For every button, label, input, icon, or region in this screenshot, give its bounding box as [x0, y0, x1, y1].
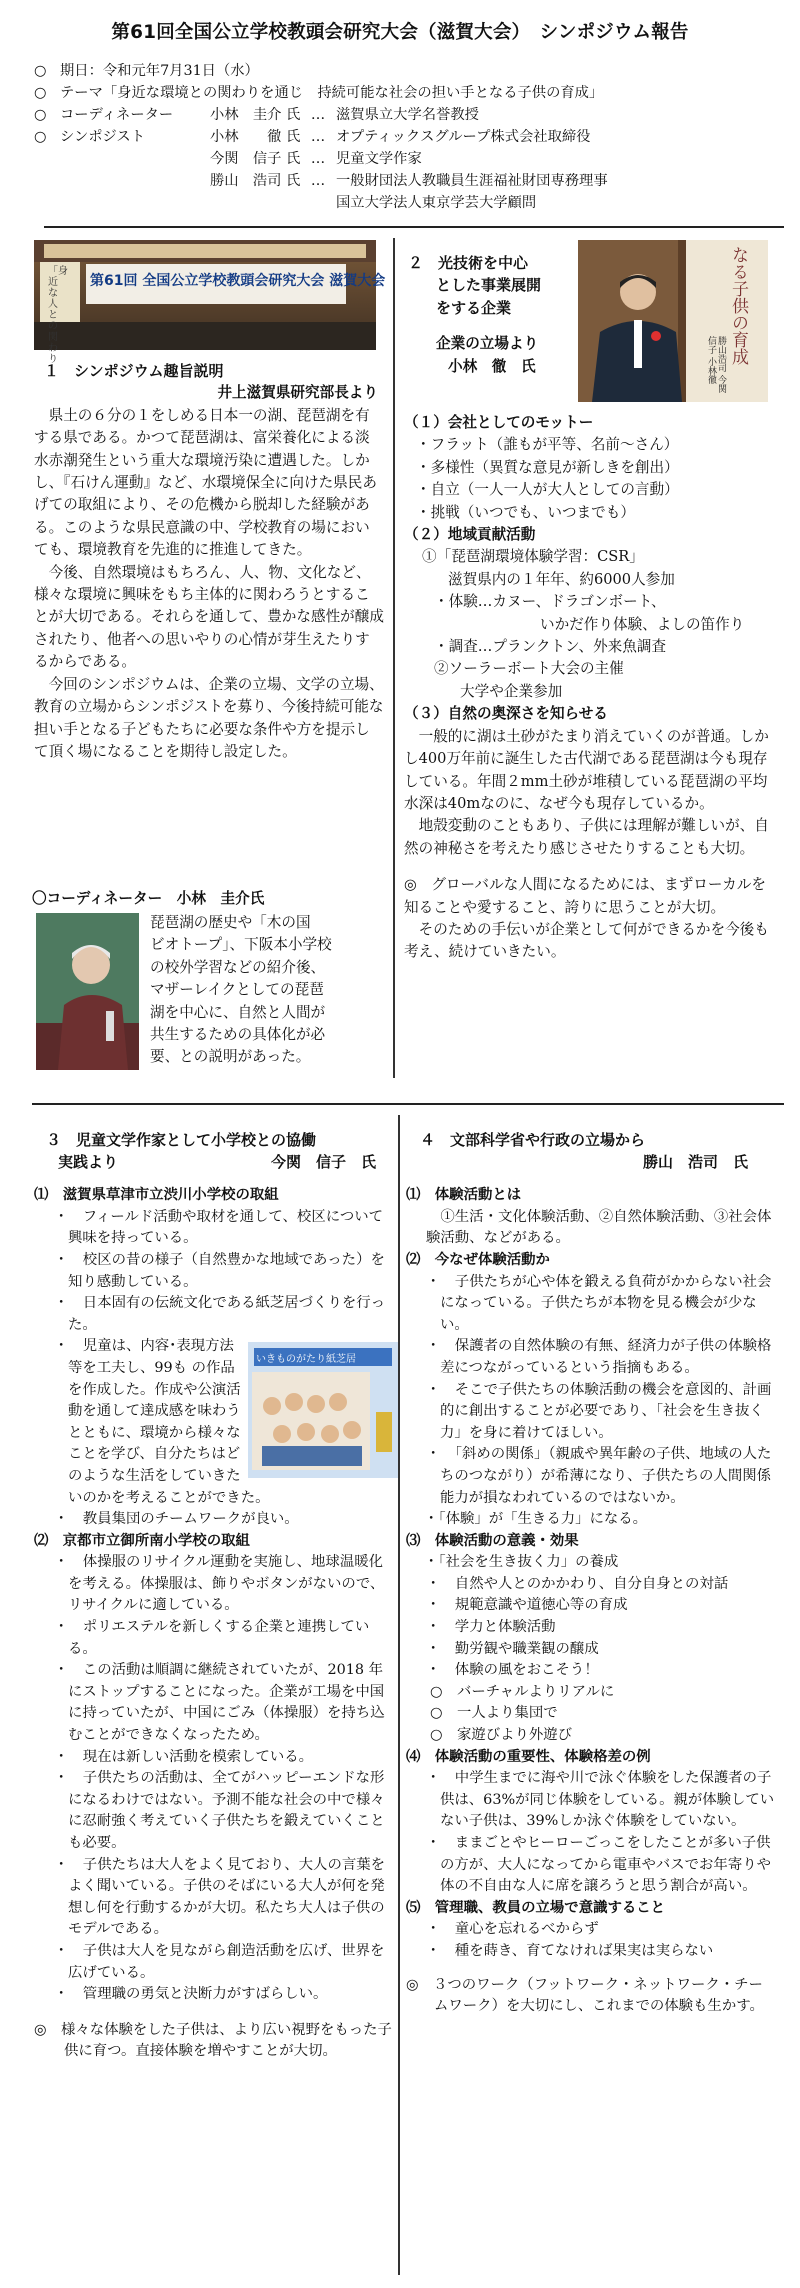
kamishibai-caption: いきものがたり紙芝居: [256, 1354, 356, 1366]
overview-label: シンポジスト: [60, 129, 145, 145]
section4-h2: ⑵ 今なぜ体験活動か: [406, 1251, 550, 1268]
overview-affiliation: 一般財団法人教職員生涯福祉財団専務理事: [336, 173, 608, 189]
coordinator-line: マザーレイクとしての琵琶: [150, 981, 324, 999]
overview-bullet: [34, 192, 60, 214]
section1-para: 今回のシンポジウムは、企業の立場、文学の立場、教育の立場からシンポジストを募り、今後持続可能な担い手となる子どもたちに必要な条件や方を提示して頂く場になることを期待し設定した。: [34, 675, 384, 760]
overview-bullet: [34, 148, 60, 170]
section1-para: 今後、自然環境はもちろん、人、物、文化など、様々な環境に興味をもち主体的に関わろうとすることが大切である。それらを通して、豊かな感性が醸成されたり、他者への思いやりの心情が芽生えたりするからである。: [34, 563, 384, 671]
section2-heading-line: ２ 光技術を中心: [408, 254, 529, 272]
overview-row: [34, 104, 794, 126]
coordinator-heading: 〇コーディネーター 小林 圭介氏: [32, 890, 265, 907]
section3-bullet: ・ 日本固有の伝統文化である紙芝居づくりを行った。: [54, 1295, 386, 1333]
section2-h3: （３）自然の奥深さを知らせる: [404, 705, 608, 723]
overview-person-name: [210, 192, 300, 214]
coordinator-line: ビオトープ」、下阪本小学校: [150, 936, 332, 954]
section4-bullet: ・ 「斜めの関係」（親戚や異年齢の子供、地域の人たちのつながり）が希薄になり、子供たちの人間関係能力が損なわれているのではないか。: [426, 1446, 772, 1506]
section3-bullet: ・ 校区の昔の様子（自然豊かな地域であった）を知り感動している。: [54, 1251, 385, 1290]
overview-row: [34, 126, 794, 148]
overview-person-name: 今関 信子 氏: [210, 151, 301, 167]
section3-bullet: ・ 子供たちの活動は、全てがハッピーエンドな形になるわけではない。予測不能な社会の中で様々に忍耐強く考えていく子供たちを鍛えていくことも必要。: [54, 1770, 385, 1851]
overview-affiliation: オプティックスグループ株式会社取締役: [336, 129, 591, 145]
section3-bullet: ・ 体操服のリサイクル運動を実施し、地球温暖化を考える。体操服は、飾りやボタンがないので、リサイクルに適している。: [54, 1554, 385, 1614]
section3-bullet-with-photo: いきものがたり紙芝居 ・ 児童は、内容･表現方法等を工夫し、99も の作品を作成した。作成や公演活動を通して達成感を味わうとともに、環境から様々なことを学び、自分たちはどのような生活をしていきたいのかを考えることができた。: [34, 1336, 392, 1509]
section4-bullet: ・ 学力と体験活動: [426, 1619, 556, 1636]
section4-circle-item: ○ 家遊びより外遊び: [430, 1727, 573, 1744]
section3-bullet: ・ 教員集団のチームワークが良い。: [54, 1511, 299, 1528]
section3-bullet: ・ この活動は順調に継続されていたが、2018 年にストップすることになった。企業が工場を中国に持っていたが、中国にごみ（体操服）を持ち込むことができなくなったため。: [54, 1662, 385, 1744]
coordinator-text: [150, 912, 386, 1069]
upper-column-divider: [393, 238, 395, 1078]
section2-sub: 企業の立場より: [436, 335, 539, 353]
section2-para: 地殻変動のこともあり、子供には理解が難しいが、自然の神秘さを考えたり感じさせたりすることも大切。: [404, 817, 769, 857]
contribution-detail: 滋賀県内の１年年、約6000人参加: [448, 570, 675, 588]
section4-h5: ⑸ 管理職、教員の立場で意識すること: [406, 1899, 666, 1916]
overview-affiliation: 児童文学作家: [336, 151, 422, 167]
motto-item: ・フラット（誰もが平等、名前～さん）: [416, 436, 679, 454]
section3-conclusion: ◎ 様々な体験をした子供は、より広い視野をもった子供に育つ。直接体験を増やすことが大切。: [34, 2021, 392, 2060]
overview-row: [34, 60, 794, 82]
section4-bullet: ・ 保護者の自然体験の有無、経済力が子供の体験格差につながっているという指摘もある。: [426, 1338, 772, 1376]
overview-person-name: 小林 圭介 氏: [210, 107, 301, 123]
section4-bullet: ・「社会を生き抜く力」の養成: [424, 1554, 619, 1571]
contribution-detail: 大学や企業参加: [460, 682, 563, 700]
overview-dots: [300, 192, 336, 214]
section2-h1: （１）会社としてのモットー: [404, 414, 594, 431]
section4-circle-item: ○ 一人より集団で: [430, 1705, 558, 1722]
middle-divider: [32, 1103, 784, 1105]
overview-bullet: ○: [34, 129, 47, 145]
overview-dots: …: [310, 107, 326, 123]
overview-row: [34, 170, 794, 192]
section3-bullet: ・ フィールド活動や取材を通して、校区について興味を持っている。: [54, 1208, 383, 1247]
overview-dots: …: [310, 173, 326, 189]
section3-bullet: ・ 現在は新しい活動を模索している。: [54, 1748, 314, 1765]
contribution-detail: いかだ作り体験、よしの笛作り: [540, 615, 745, 633]
section4-bullet: ・ 自然や人とのかかわり、自分自身との対話: [426, 1575, 729, 1592]
section2-header: [408, 252, 578, 378]
overview-row: [34, 148, 794, 170]
section2-h2: （２）地域貢献活動: [404, 526, 536, 544]
overview-text: 期日：令和元年7月31日（水）: [60, 63, 259, 79]
contribution-item: ②ソーラーボート大会の主催: [434, 660, 624, 678]
section4-bullet: ・ ままごとやヒーローごっこをしたことが多い子供の方が、大人になってから電車やバスでお年寄りや体の不自由な人に席を譲ろうと思う割合が高い。: [426, 1835, 771, 1895]
coordinator-block: [32, 888, 387, 910]
overview-text: テーマ「身近な環境との関わりを通じ 持続可能な社会の担い手となる子供の育成」: [60, 85, 604, 101]
section4-conclusion: ◎ ３つのワーク（フットワーク・ネットワーク・チームワーク）を大切にし、これまでの体験も生かす。: [406, 1976, 764, 2015]
section4-bullet: ・ 童心を忘れるべからず: [426, 1921, 599, 1938]
section4-heading: ４ 文部科学省や行政の立場から: [420, 1131, 646, 1149]
section4-bullet: ・ 規範意識や道徳心等の育成: [426, 1597, 628, 1614]
section3-heading2: 実践より: [58, 1152, 119, 1171]
section3-h1: ⑴ 滋賀県草津市立渋川小学校の取組: [34, 1187, 279, 1204]
section4-bullet: ・ 中学生までに海や川で泳ぐ体験をした保護者の子供は、63%が同じ体験をしている。親が体験していない子供は、39%しか泳ぐ体験をしていない。: [426, 1770, 775, 1830]
section3-bullet: ・ 子供たちは大人をよく見ており、大人の言葉をよく聞いている。子供のそばにいる大人が何を発想し何を行動するかが大切。私たち大人は子供のモデルである。: [54, 1856, 386, 1938]
motto-item: ・挑戦（いつでも、いつまでも）: [416, 503, 635, 521]
overview-dots: …: [310, 129, 326, 145]
contribution-detail: ・体験…カヌー、ドラゴンボート、: [434, 593, 666, 611]
section4: [406, 1130, 776, 2018]
overview-list: [34, 60, 794, 214]
section2-heading-line: をする企業: [436, 298, 512, 317]
section3-heading: ３ 児童文学作家として小学校との協働: [46, 1131, 317, 1149]
coordinator-line: 要、との説明があった。: [150, 1048, 311, 1066]
speaker-banner-text: なる子供の育成: [728, 246, 748, 365]
section3-name: 今関 信子 氏: [270, 1152, 376, 1171]
coordinator-line: 共生するための具体化が必: [150, 1026, 326, 1044]
contribution-detail: ・調査…プランクトン、外来魚調査: [434, 638, 667, 656]
section2-para: 一般的に湖は土砂がたまり消えていくのが普通。しかし400万年前に誕生した古代湖である琵琶湖は今も現存している。年間２mm土砂が堆積している琵琶湖の平均水深は40mなのに、なぜ今も現存しているか。: [404, 727, 769, 812]
banner-photo-graphic: [34, 240, 386, 350]
coordinator-line: の校外学習などの紹介後、: [150, 958, 326, 976]
motto-item: ・多様性（異質な意見が新しきを創出）: [416, 458, 679, 476]
section4-bullet: ・ 体験の風をおこそう！: [426, 1662, 599, 1679]
overview-label: [60, 170, 210, 192]
section4-bullet: ・ 子供たちが心や体を鍛える負荷がかからない社会になっている。子供たちが本物を見る機会が少ない。: [426, 1273, 772, 1333]
conference-banner-photo: [34, 240, 386, 365]
section3-bullet: ・ ポリエステルを新しくする企業と連携している。: [54, 1619, 370, 1657]
section4-bullet: ・「体験」が「生きる力」になる。: [424, 1511, 648, 1528]
section3-bullet: ・ 子供は大人を見ながら創造活動を広げ、世界を広げている。: [54, 1942, 385, 1981]
section2-name: 小林 徹 氏: [448, 357, 536, 375]
section2-heading-line: とした事業展開: [436, 276, 542, 295]
section2-conclusion: ◎ グローバルな人間になるためには、まずローカルを知ることや愛すること、誇りに思うことが大切。: [404, 876, 766, 916]
overview-bullet: [34, 170, 60, 192]
banner-side-text: 「身近な人との関わり: [48, 266, 68, 365]
kamishibai-photo: [248, 1342, 398, 1478]
speaker-banner-names: 勝山浩司 今関信子 小林徹: [706, 336, 726, 393]
section4-name: 勝山 浩司 氏: [642, 1152, 748, 1171]
coordinator-photo-graphic: [36, 913, 139, 1070]
section1-para: 県土の６分の１をしめる日本一の湖、琵琶湖を有する県である。かつて琵琶湖は、富栄養化による淡水赤潮発生という重大な環境汚染に遭遇した。しかし、『石けん運動』など、水環境保全に向けた県民あげての取組により、その危機から脱却した経験がある。このような県民意識の中、学校教育の場においても、環境教育を先進的に推進してきた。: [34, 406, 377, 559]
section3-h2: ⑵ 京都市立御所南小学校の取組: [34, 1532, 250, 1549]
motto-item: ・自立（一人一人が大人としての言動）: [416, 481, 679, 499]
section1: [34, 360, 384, 763]
section4-bullet: ・ そこで子供たちの体験活動の機会を意図的、計画的に創出することが必要であり、「社会を生き抜く力」を身に着けてほしい。: [426, 1381, 772, 1441]
coordinator-photo: [36, 913, 139, 1070]
section4-h4: ⑷ 体験活動の重要性、体験格差の例: [406, 1748, 651, 1765]
overview-person-name: 勝山 浩司 氏: [210, 173, 301, 189]
overview-affiliation: 滋賀県立大学名誉教授: [336, 107, 479, 123]
overview-row: [34, 192, 794, 214]
section3-bullet: ・ 管理職の勇気と決断力がすばらしい。: [54, 1986, 328, 2003]
overview-label: コーディネーター: [60, 107, 174, 123]
overview-label: [60, 148, 210, 170]
section1-speaker: 井上滋賀県研究部長より: [217, 384, 378, 402]
overview-bullet: ○: [34, 107, 47, 123]
speaker-kobayashi-photo: [578, 240, 768, 402]
overview-row: [34, 82, 794, 104]
overview-dots: …: [310, 151, 326, 167]
banner-title-text: 第61回 全国公立学校教頭会研究大会 滋賀大会: [90, 273, 386, 289]
lower-column-divider: [398, 1115, 400, 2275]
section3: [34, 1130, 392, 2063]
contribution-item: ①「琵琶湖環境体験学習：CSR」: [422, 548, 644, 566]
section2-para: そのための手伝いが企業として何ができるかを今後も考え、続けていきたい。: [404, 920, 769, 961]
overview-label: [60, 192, 210, 214]
section4-bullet: ・ 勤労観や職業観の醸成: [426, 1640, 599, 1657]
section4-bullet: ・ 種を蒔き、育てなければ果実は実らない: [426, 1942, 714, 1959]
section4-h3: ⑶ 体験活動の意義・効果: [406, 1532, 579, 1549]
report-title: 第61回全国公立学校教頭会研究大会（滋賀大会） シンポジウム報告: [111, 22, 689, 43]
overview-affiliation: 国立大学法人東京学芸大学顧問: [336, 195, 537, 211]
section4-circle-item: ○ バーチャルよりリアルに: [430, 1683, 615, 1700]
top-divider: [44, 226, 784, 228]
section4-para: ①生活・文化体験活動、②自然体験活動、③社会体験活動、などがある。: [426, 1208, 772, 1247]
coordinator-line: 琵琶湖の歴史や「木の国: [150, 914, 311, 931]
overview-bullet: ○: [34, 85, 47, 101]
section2-body: [404, 412, 778, 964]
coordinator-line: 湖を中心に、自然と人間が: [150, 1003, 326, 1021]
section1-heading: １ シンポジウム趣旨説明: [44, 362, 224, 380]
section4-h1: ⑴ 体験活動とは: [406, 1187, 522, 1204]
overview-person-name: 小林 徹 氏: [210, 129, 301, 145]
overview-bullet: ○: [34, 63, 47, 79]
